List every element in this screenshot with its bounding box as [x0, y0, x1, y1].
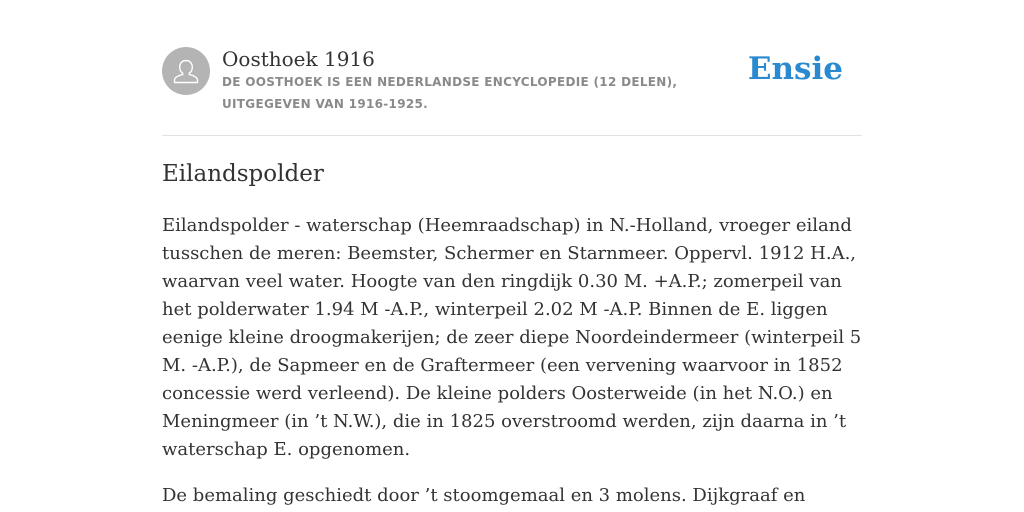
source-avatar[interactable]	[162, 47, 210, 95]
ensie-logo[interactable]: Ensie	[747, 51, 843, 87]
entry-paragraph: Eilandspolder - waterschap (Heemraadschap) in N.-Holland, vroeger eiland tusschen de meren: Beemster, Schermer en Starnmeer. Oppervl. 1912 H.A., waarvan veel water. Hoogte van den ringdijk 0.30 M. +A.P.; zomerpeil van het polderwater 1.94 M -A.P., winterpeil 2.02 M -A.P. Binnen de E. liggen eenige kleine droogmakerijen; de zeer diepe Noordeindermeer (winterpeil 5 M. -A.P.), de Sapmeer en de Graftermeer (een vervening waarvoor in 1852 concessie werd verleend). De kleine polders Oosterweide (in het N.O.) en Meningmeer (in ’t N.W.), die in 1825 overstroomd werden, zijn daarna in ’t waterschap E. opgenomen.	[162, 215, 862, 460]
source-description: DE OOSTHOEK IS EEN NEDERLANDSE ENCYCLOPEDIE (12 DELEN), UITGEGEVEN VAN 1916-1925.	[222, 75, 678, 111]
entry-title: Eilandspolder	[162, 161, 324, 187]
source-header	[162, 47, 862, 136]
user-icon	[162, 47, 210, 95]
entry-body	[162, 212, 862, 512]
source-title[interactable]: Oosthoek 1916	[222, 47, 375, 71]
page	[162, 0, 862, 512]
entry-paragraph: De bemaling geschiedt door ’t stoomgemaal en 3 molens. Dijkgraaf en	[162, 485, 806, 506]
